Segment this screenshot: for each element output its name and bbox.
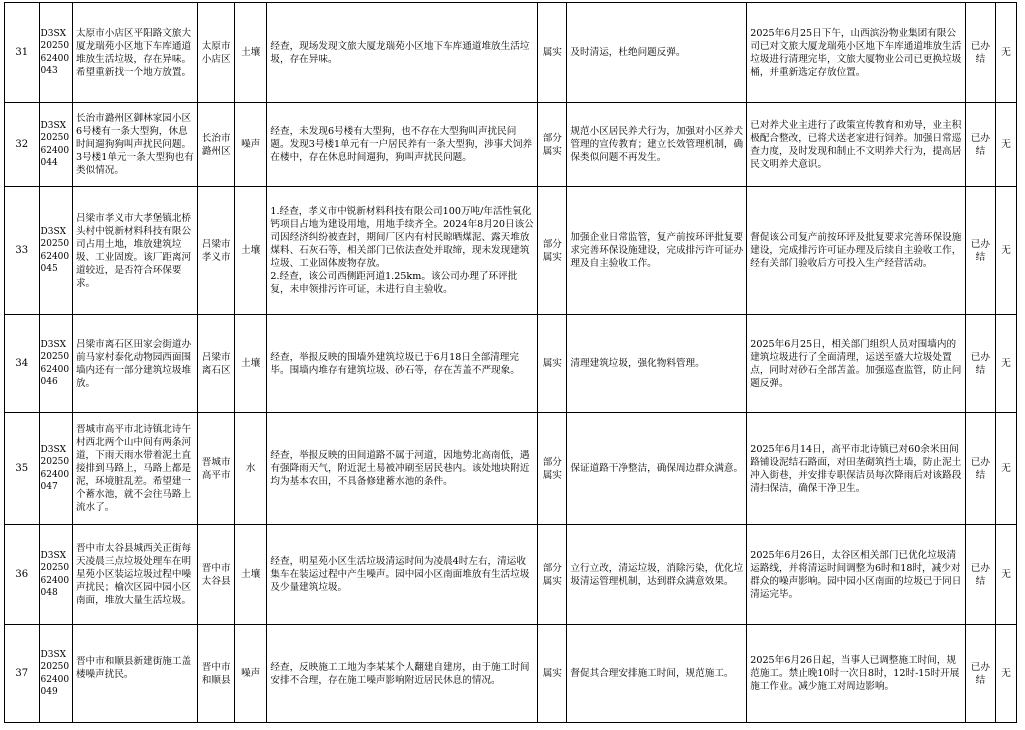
target-text: 规范小区居民养犬行为，加强对小区养犬管理的宣传教育；建立长效管理机制，确保类似问题不再发生。 bbox=[567, 103, 747, 187]
note: 无 bbox=[996, 413, 1017, 525]
pollution-type: 土壤 bbox=[234, 187, 266, 315]
issue-text: 长治市潞州区御林家园小区6号楼有一条大型狗，休息时间遛狗狗叫声扰民问题。3号楼1单元一条大型狗也有类似情况。 bbox=[72, 103, 197, 187]
status: 已办结 bbox=[965, 3, 995, 103]
result-text: 2025年6月25日下午，山西滨汾物业集团有限公司已对文旅大厦龙瑞苑小区地下车库通道堆放生活垃圾进行清理完毕，文旅大厦物业公司已更换垃圾桶，并重新选定存放位置。 bbox=[747, 3, 965, 103]
verdict: 属实 bbox=[538, 315, 567, 413]
region: 吕梁市离石区 bbox=[198, 315, 235, 413]
table-body bbox=[5, 3, 1017, 723]
note: 无 bbox=[996, 103, 1017, 187]
result-text: 已对养犬业主进行了政策宣传教育和劝导，业主积极配合整改，已将犬送老家进行饲养。加强日常巡查力度，及时发现和制止不文明养犬行为，提高居民文明养犬意识。 bbox=[747, 103, 965, 187]
issue-text: 晋中市和顺县新建街施工盖楼噪声扰民。 bbox=[72, 625, 197, 723]
note: 无 bbox=[996, 315, 1017, 413]
row-number: 35 bbox=[5, 413, 40, 525]
case-code: D3SX2025062400049 bbox=[39, 625, 72, 723]
pollution-type: 土壤 bbox=[234, 3, 266, 103]
target-text: 立行立改，清运垃圾，消除污染，优化垃圾清运管理机制，达到群众满意效果。 bbox=[567, 525, 747, 625]
complaints-table bbox=[4, 2, 1017, 723]
verdict: 部分属实 bbox=[538, 413, 567, 525]
table-row bbox=[5, 525, 1017, 625]
finding-text: 经查，举报反映的田间道路不属于河道，因地势北高南低，遇有强降雨天气，附近泥土易被冲刷至居民巷内。该处地块附近均为基本农田，不具备修建蓄水池的条件。 bbox=[267, 413, 538, 525]
pollution-type: 噪声 bbox=[234, 103, 266, 187]
result-text: 2025年6月14日，高平市北诗镇已对60余米田间路铺设泥结石路面，对田垄砌筑挡土墙，防止泥土冲入街巷，并安排专职保洁员每次降雨后对该路段清扫保洁，确保干净卫生。 bbox=[747, 413, 965, 525]
issue-text: 晋中市太谷县城西关正街每天凌晨三点垃圾处理车在明星苑小区装运垃圾过程中噪声扰民；榆次区园中园小区南面，堆放大量生活垃圾。 bbox=[72, 525, 197, 625]
verdict: 属实 bbox=[538, 3, 567, 103]
target-text: 清理建筑垃圾，强化物料管理。 bbox=[567, 315, 747, 413]
result-text: 2025年6月26日，太谷区相关部门已优化垃圾清运路线，并将清运时间调整为6时和18时，减少对群众的噪声影响。园中园小区南面的垃圾已于同日清运完毕。 bbox=[747, 525, 965, 625]
region: 长治市潞州区 bbox=[198, 103, 235, 187]
note: 无 bbox=[996, 3, 1017, 103]
status: 已办结 bbox=[965, 103, 995, 187]
finding-text: 经查，未发现6号楼有大型狗，也不存在大型狗叫声扰民问题。发现3号楼1单元有一户居民养有一条大型狗，涉事犬饲养在楼中，存在休息时间遛狗，狗叫声扰民问题。 bbox=[267, 103, 538, 187]
table-row bbox=[5, 103, 1017, 187]
region: 晋中市和顺县 bbox=[198, 625, 235, 723]
issue-text: 晋城市高平市北诗镇北诗午村西北两个山中间有两条河道，下雨天雨水带着泥土直接排到马路上，马路上都是泥，环境脏乱差。希望建一个蓄水池，就不会往马路上流水了。 bbox=[72, 413, 197, 525]
target-text: 督促其合理安排施工时间，规范施工。 bbox=[567, 625, 747, 723]
pollution-type: 土壤 bbox=[234, 315, 266, 413]
case-code: D3SX2025062400047 bbox=[39, 413, 72, 525]
row-number: 36 bbox=[5, 525, 40, 625]
region: 晋城市高平市 bbox=[198, 413, 235, 525]
result-text: 督促该公司复产前按环评及批复要求完善环保设施建设，完成排污许可证办理及后续自主验收工作，经有关部门验收后方可投入生产经营活动。 bbox=[747, 187, 965, 315]
finding-text: 经查，反映施工工地为李某某个人翻建自建房，由于施工时间安排不合理，存在施工噪声影响附近居民休息的情况。 bbox=[267, 625, 538, 723]
issue-text: 吕梁市孝义市大孝堡镇北桥头村中锐新材料科技有限公司占用土地，堆放建筑垃圾、工业固废。该厂距离河道较近，是否符合环保要求。 bbox=[72, 187, 197, 315]
note: 无 bbox=[996, 625, 1017, 723]
target-text: 加强企业日常监管，复产前按环评批复要求完善环保设施建设，完成排污许可证办理及自主验收工作。 bbox=[567, 187, 747, 315]
pollution-type: 水 bbox=[234, 413, 266, 525]
note: 无 bbox=[996, 525, 1017, 625]
status: 已办结 bbox=[965, 413, 995, 525]
region: 吕梁市孝义市 bbox=[198, 187, 235, 315]
finding-text: 经查，现场发现文旅大厦龙瑞苑小区地下车库通道堆放生活垃圾，存在异味。 bbox=[267, 3, 538, 103]
table-row bbox=[5, 315, 1017, 413]
row-number: 33 bbox=[5, 187, 40, 315]
status: 已办结 bbox=[965, 315, 995, 413]
case-code: D3SX2025062400044 bbox=[39, 103, 72, 187]
result-text: 2025年6月26日起，当事人已调整施工时间，规范施工。禁止晚10时一次日8时，12时-15时开展施工作业。减少施工对周边影响。 bbox=[747, 625, 965, 723]
target-text: 保证道路干净整洁，确保周边群众满意。 bbox=[567, 413, 747, 525]
table-row bbox=[5, 3, 1017, 103]
row-number: 37 bbox=[5, 625, 40, 723]
row-number: 34 bbox=[5, 315, 40, 413]
finding-text: 经查，举报反映的围墙外建筑垃圾已于6月18日全部清理完毕。围墙内堆存有建筑垃圾、砂石等，存在苫盖不严现象。 bbox=[267, 315, 538, 413]
row-number: 32 bbox=[5, 103, 40, 187]
case-code: D3SX2025062400043 bbox=[39, 3, 72, 103]
finding-text: 1.经查，孝义市中锐新材料科技有限公司100万吨/年活性氧化钙项目占地为建设用地，用地手续齐全。2024年8月20日该公司因经济纠纷被查封，期间厂区内有村民晾晒煤泥、露天堆放煤料、石灰石等，相关部门已依法查处并取缔，现未发现建筑垃圾、工业固体废物存放。 2.经查，该公司西侧距河道1.25km。该公司办理了环评批复，未申领排污许可证，未进行自主验收。 bbox=[267, 187, 538, 315]
note: 无 bbox=[996, 187, 1017, 315]
table-row bbox=[5, 625, 1017, 723]
pollution-type: 噪声 bbox=[234, 625, 266, 723]
issue-text: 太原市小店区平阳路文旅大厦龙瑞苑小区地下车库通道堆放生活垃圾，存在异味。希望重新找一个地方放置。 bbox=[72, 3, 197, 103]
result-text: 2025年6月25日，相关部门组织人员对围墙内的建筑垃圾进行了全面清理，运送至盛大垃圾处置点，同时对砂石全部苫盖。加强巡查监管，防止问题反弹。 bbox=[747, 315, 965, 413]
case-code: D3SX2025062400045 bbox=[39, 187, 72, 315]
table-row bbox=[5, 187, 1017, 315]
verdict: 部分属实 bbox=[538, 187, 567, 315]
table-row bbox=[5, 413, 1017, 525]
case-code: D3SX2025062400046 bbox=[39, 315, 72, 413]
row-number: 31 bbox=[5, 3, 40, 103]
verdict: 部分属实 bbox=[538, 103, 567, 187]
status: 已办结 bbox=[965, 625, 995, 723]
issue-text: 吕梁市离石区田家会街道办前马家村泰化动物园西面围墙内还有一部分建筑垃圾堆放。 bbox=[72, 315, 197, 413]
region: 太原市小店区 bbox=[198, 3, 235, 103]
region: 晋中市太谷县 bbox=[198, 525, 235, 625]
finding-text: 经查，明星苑小区生活垃圾清运时间为凌晨4时左右，清运收集车在装运过程中产生噪声。园中园小区南面堆放有生活垃圾及少量建筑垃圾。 bbox=[267, 525, 538, 625]
status: 已办结 bbox=[965, 525, 995, 625]
verdict: 部分属实 bbox=[538, 525, 567, 625]
status: 已办结 bbox=[965, 187, 995, 315]
case-code: D3SX2025062400048 bbox=[39, 525, 72, 625]
target-text: 及时清运，杜绝问题反弹。 bbox=[567, 3, 747, 103]
verdict: 属实 bbox=[538, 625, 567, 723]
pollution-type: 土壤 bbox=[234, 525, 266, 625]
